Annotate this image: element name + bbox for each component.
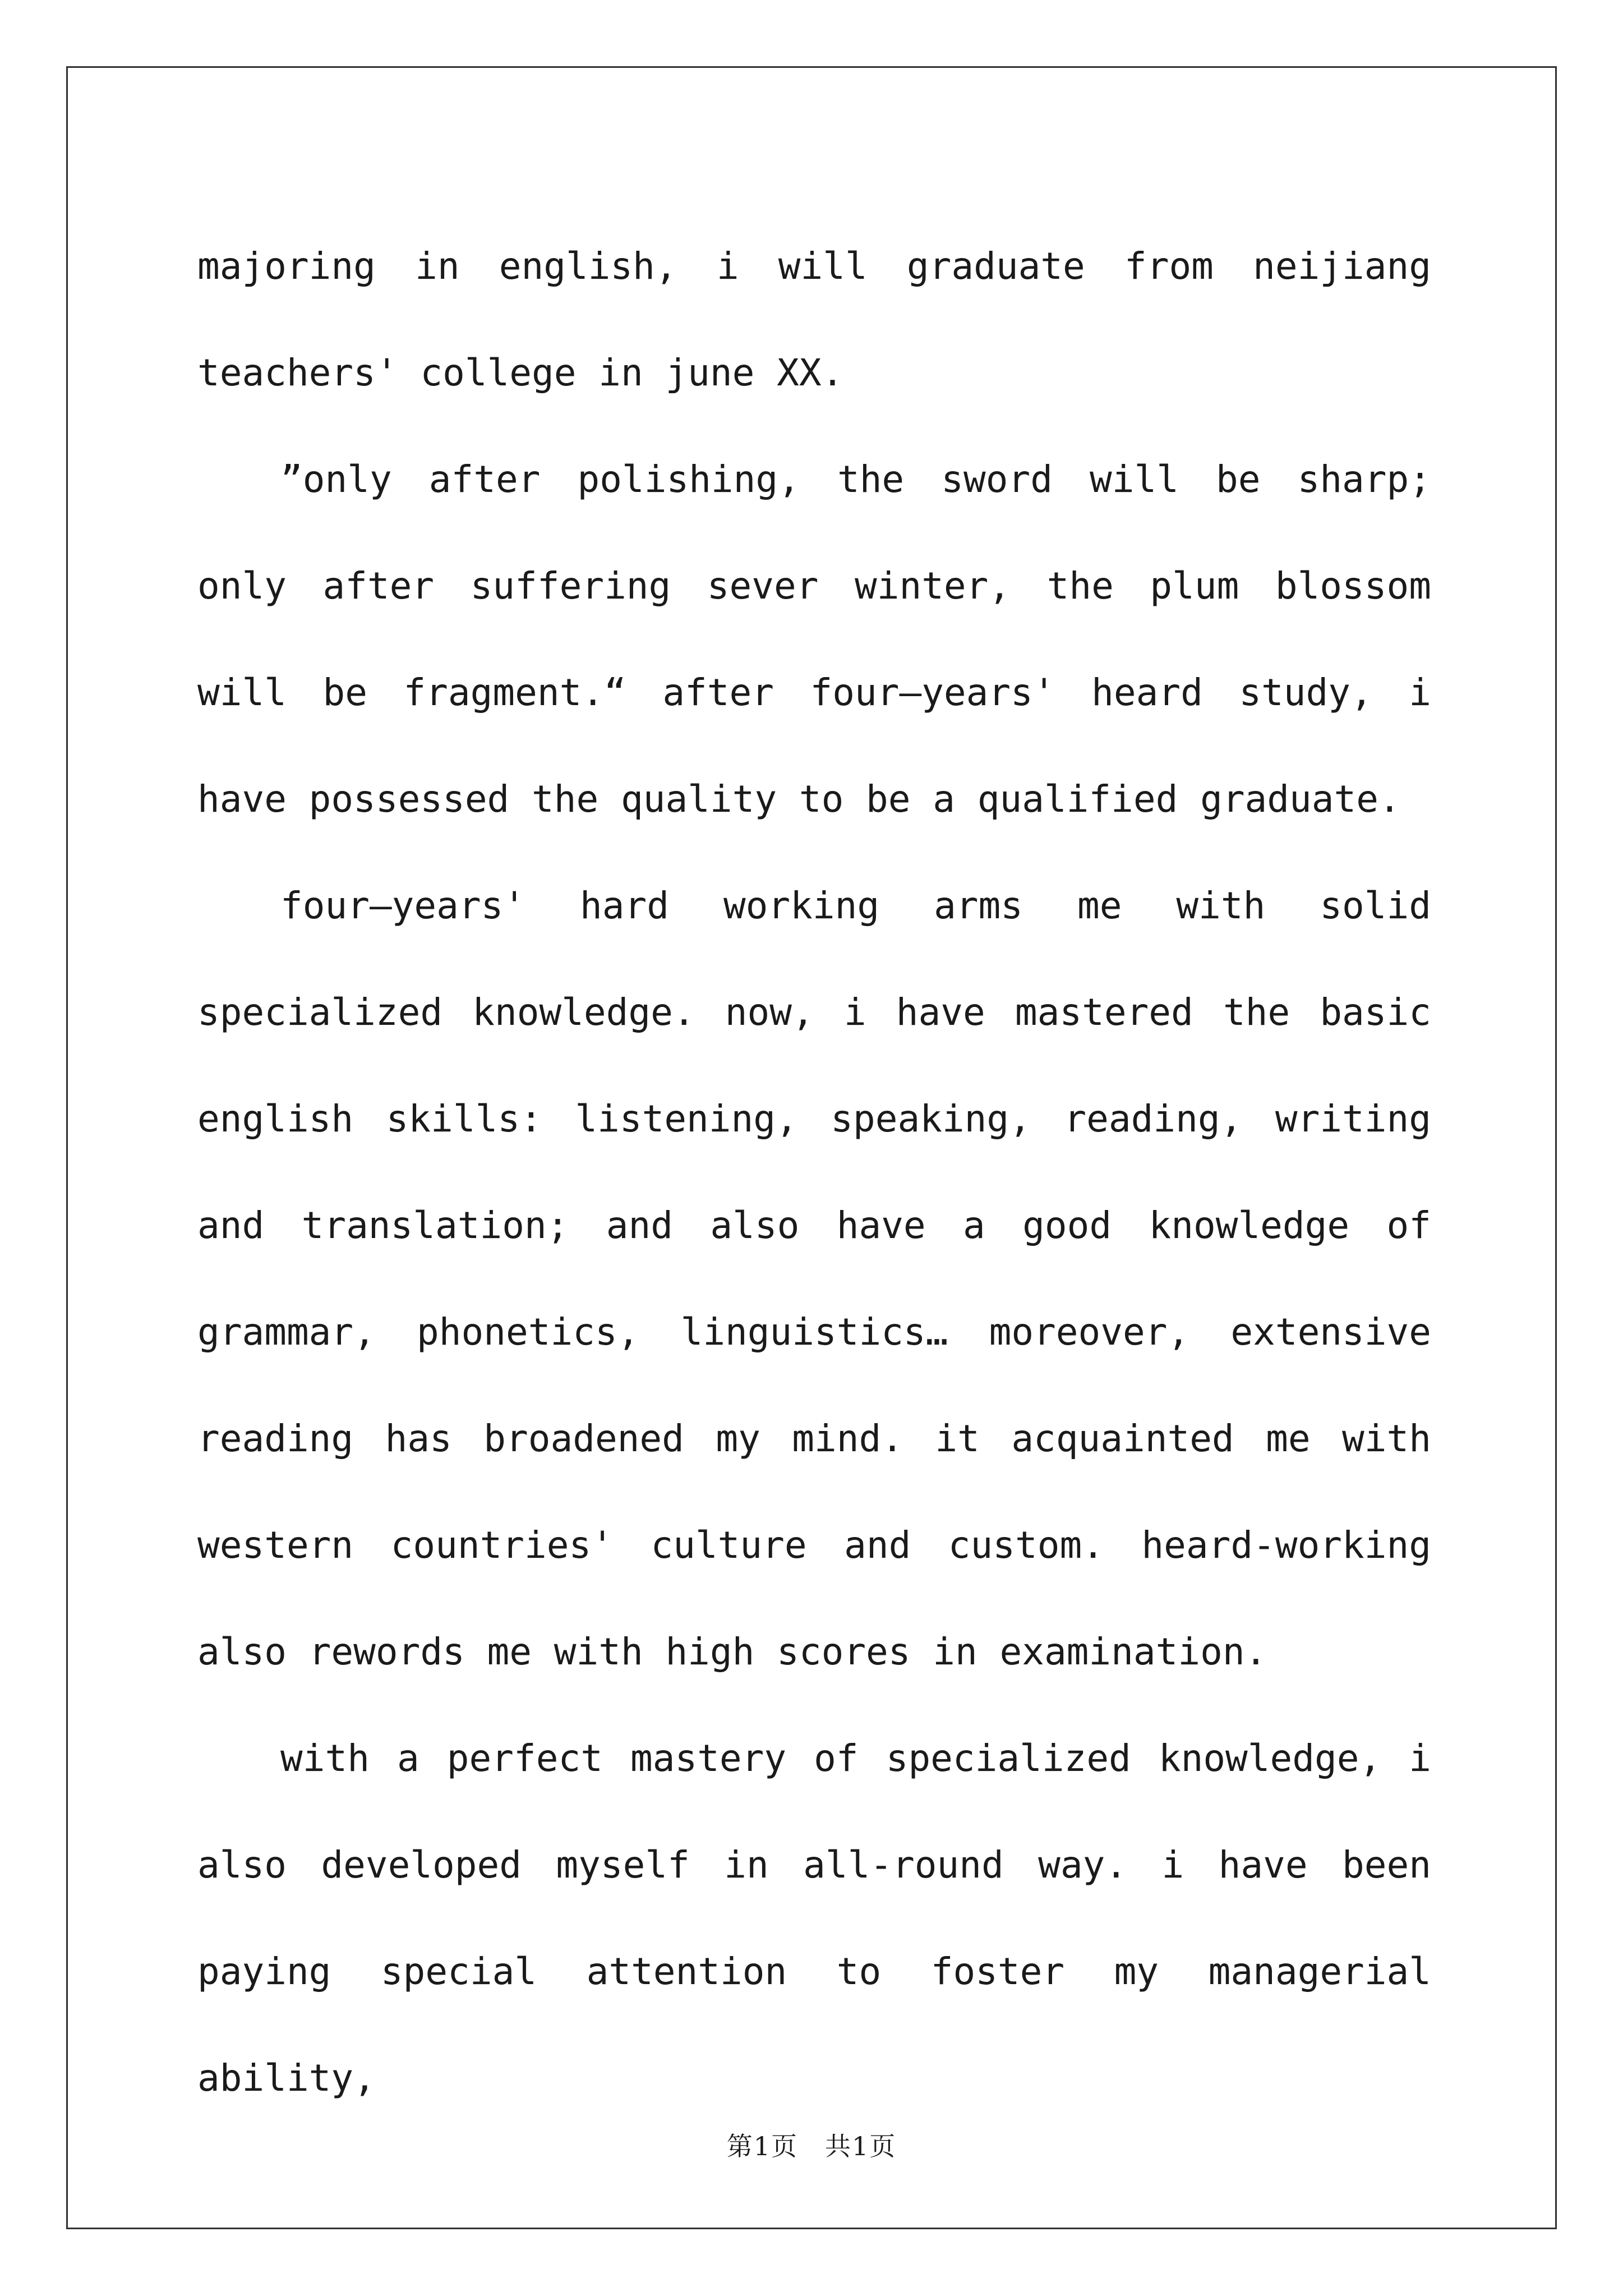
document-body xyxy=(197,213,1431,2132)
paragraph-3: four—years' hard working arms me with solid specialized knowledge. now, i have mastered the basic english skills: listening, speaking, reading, writing and translation; and also have a good knowledge of grammar, phonetics, linguistics… moreover, extensive reading has broadened my mind. it acquainted me with western countries' culture and custom. heard-working also rewords me with high scores in examination. xyxy=(197,884,1431,1673)
page-number-current: 第1页 xyxy=(726,2131,798,2161)
paragraph-1: majoring in english, i will graduate from neijiang teachers' college in june XX. xyxy=(197,245,1431,394)
page-number-total: 共1页 xyxy=(825,2131,897,2161)
paragraph-4: with a perfect mastery of specialized knowledge, i also developed myself in all-round way. i have been paying special attention to foster my managerial ability, xyxy=(197,1737,1431,2100)
paragraph-2: ”only after polishing, the sword will be sharp; only after suffering sever winter, the plum blossom will be fragment.“ after four—years' heard study, i have possessed the quality to be a qualified graduate. xyxy=(197,458,1431,821)
page-footer xyxy=(0,2126,1623,2163)
